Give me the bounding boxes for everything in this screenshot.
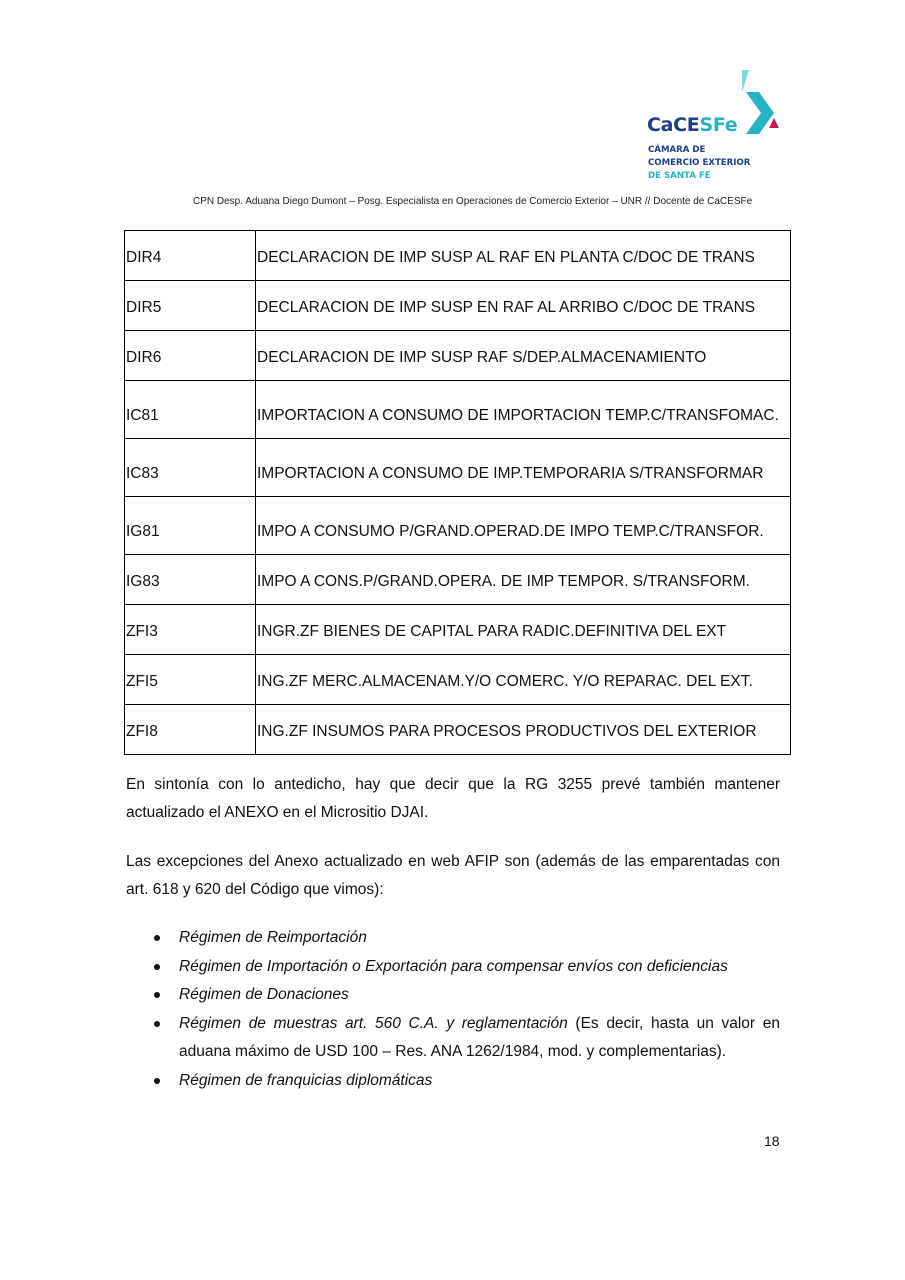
regime-codes-table — [124, 230, 791, 755]
table-row — [125, 381, 791, 439]
code-cell: ZFI8 — [125, 705, 256, 755]
bullet-icon — [154, 935, 160, 941]
code-cell: ZFI5 — [125, 655, 256, 705]
cacesfe-logo — [640, 68, 790, 188]
description-cell: ING.ZF INSUMOS PARA PROCESOS PRODUCTIVOS DEL EXTERIOR — [256, 705, 791, 755]
paragraph-exceptions: Las excepciones del Anexo actualizado en web AFIP son (además de las emparentadas con art. 618 y 620 del Código que vimos): — [126, 853, 780, 898]
page-header: CPN Desp. Aduana Diego Dumont – Posg. Especialista en Operaciones de Comercio Exterior – UNR // Docente de CaCESFe — [193, 196, 753, 207]
description-cell: IMPORTACION A CONSUMO DE IMP.TEMPORARIA S/TRANSFORMAR — [256, 439, 791, 497]
description-cell: IMPO A CONSUMO P/GRAND.OPERAD.DE IMPO TEMP.C/TRANSFOR. — [256, 497, 791, 555]
table-row — [125, 497, 791, 555]
chevron-logo-icon — [736, 68, 786, 138]
logo-subtitle: CÁMARA DE COMERCIO EXTERIOR DE SANTA FE — [648, 145, 751, 181]
description-cell: DECLARACION DE IMP SUSP RAF S/DEP.ALMACENAMIENTO — [256, 331, 791, 381]
code-cell: IG81 — [125, 497, 256, 555]
table-row — [125, 705, 791, 755]
description-cell: IMPO A CONS.P/GRAND.OPERA. DE IMP TEMPOR. S/TRANSFORM. — [256, 555, 791, 605]
bullet-icon — [154, 992, 160, 998]
list-item: Régimen de muestras art. 560 C.A. y reglamentación (Es decir, hasta un valor en aduana máximo de USD 100 – Res. ANA 1262/1984, mod. y complementarias). — [126, 1010, 780, 1067]
code-cell: DIR4 — [125, 231, 256, 281]
table-row — [125, 439, 791, 497]
description-cell: ING.ZF MERC.ALMACENAM.Y/O COMERC. Y/O REPARAC. DEL EXT. — [256, 655, 791, 705]
bullet-icon — [154, 1078, 160, 1084]
list-item: Régimen de Donaciones — [126, 981, 780, 1010]
code-cell: DIR5 — [125, 281, 256, 331]
code-cell: IC81 — [125, 381, 256, 439]
code-cell: DIR6 — [125, 331, 256, 381]
list-item: Régimen de Importación o Exportación para compensar envíos con deficiencias — [126, 953, 780, 982]
page-number: 18 — [764, 1133, 780, 1149]
code-cell: IC83 — [125, 439, 256, 497]
description-cell: INGR.ZF BIENES DE CAPITAL PARA RADIC.DEFINITIVA DEL EXT — [256, 605, 791, 655]
code-cell: IG83 — [125, 555, 256, 605]
exceptions-list — [126, 924, 780, 1095]
list-item: Régimen de franquicias diplomáticas — [126, 1067, 780, 1096]
table-row — [125, 331, 791, 381]
table-row — [125, 605, 791, 655]
logo-wordmark: CaCESFe — [647, 114, 738, 136]
table-row — [125, 655, 791, 705]
table-row — [125, 555, 791, 605]
paragraph-rg3255: En sintonía con lo antedicho, hay que decir que la RG 3255 prevé también mantener actualizado el ANEXO en el Micrositio DJAI. — [126, 776, 780, 821]
bullet-icon — [154, 1021, 160, 1027]
description-cell: DECLARACION DE IMP SUSP AL RAF EN PLANTA C/DOC DE TRANS — [256, 231, 791, 281]
table-row — [125, 281, 791, 331]
description-cell: DECLARACION DE IMP SUSP EN RAF AL ARRIBO C/DOC DE TRANS — [256, 281, 791, 331]
description-cell: IMPORTACION A CONSUMO DE IMPORTACION TEMP.C/TRANSFOMAC. — [256, 381, 791, 439]
code-cell: ZFI3 — [125, 605, 256, 655]
list-item: Régimen de Reimportación — [126, 924, 780, 953]
bullet-icon — [154, 964, 160, 970]
table-row — [125, 231, 791, 281]
